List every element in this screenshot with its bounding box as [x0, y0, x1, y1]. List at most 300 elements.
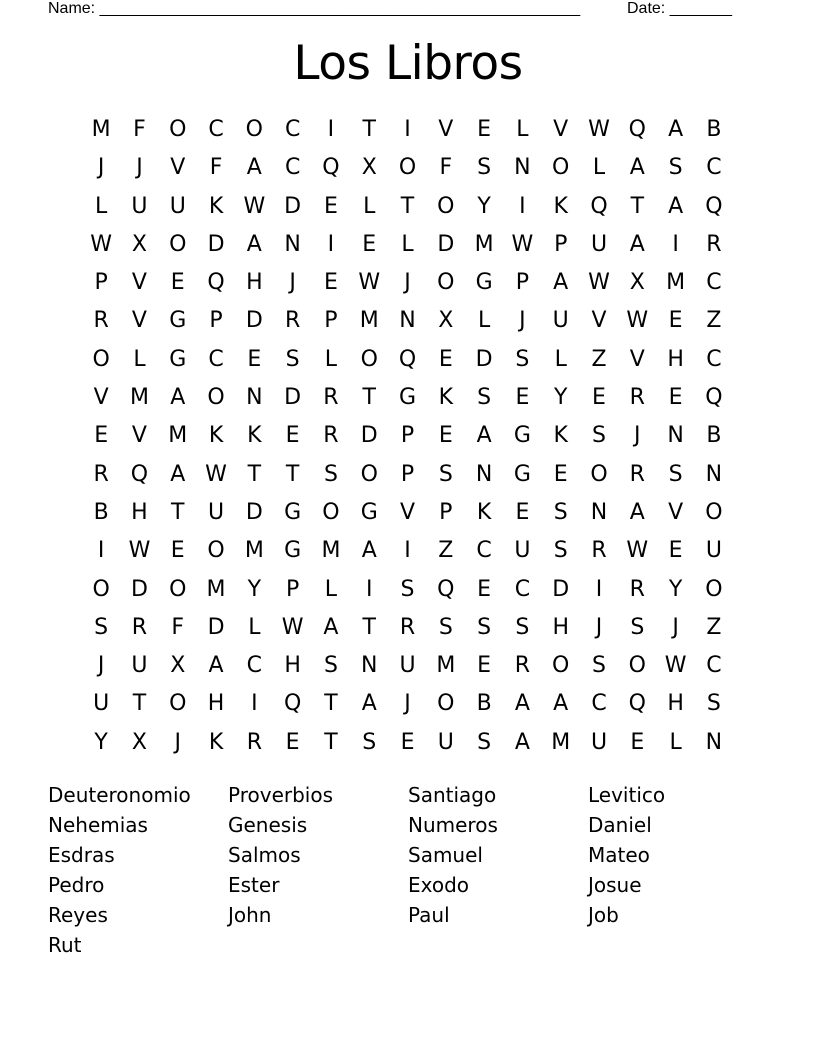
grid-letter: N: [667, 423, 684, 449]
grid-letter: P: [94, 270, 108, 296]
grid-letter: W: [626, 308, 649, 334]
grid-letter: E: [323, 270, 338, 296]
word-list-item: Levitico: [588, 783, 666, 807]
grid-letter: T: [324, 691, 338, 717]
grid-letter: X: [131, 231, 147, 257]
grid-letter: Q: [283, 691, 302, 717]
grid-letter: S: [94, 614, 109, 640]
grid-letter: E: [170, 270, 185, 296]
grid-letter: H: [667, 346, 684, 372]
grid-letter: D: [245, 499, 263, 525]
grid-letter: O: [360, 346, 378, 372]
grid-row: [82, 149, 734, 187]
grid-row: [82, 494, 734, 532]
word-list-item: Ester: [228, 873, 280, 897]
grid-letter: B: [476, 691, 492, 717]
grid-letter: O: [322, 499, 340, 525]
grid-letter: P: [285, 576, 300, 602]
grid-letter: S: [323, 461, 338, 487]
grid-letter: O: [437, 691, 455, 717]
grid-letter: C: [476, 538, 492, 564]
grid-letter: I: [365, 576, 373, 602]
grid-letter: U: [399, 653, 416, 679]
grid-letter: D: [207, 614, 225, 640]
grid-letter: R: [284, 308, 301, 334]
grid-letter: V: [553, 117, 569, 142]
grid-letter: O: [705, 499, 723, 525]
grid-letter: A: [208, 653, 224, 679]
grid-letter: R: [93, 308, 109, 334]
word-list-item: Reyes: [48, 903, 108, 927]
grid-letter: H: [207, 691, 225, 717]
grid-letter: D: [207, 231, 225, 257]
grid-letter: X: [131, 729, 147, 755]
grid-letter: X: [170, 653, 186, 679]
word-list-item: Josue: [588, 873, 642, 897]
word-list-item: Genesis: [228, 813, 308, 837]
grid-letter: E: [400, 729, 415, 755]
grid-letter: O: [169, 576, 187, 602]
grid-letter: F: [439, 155, 453, 181]
grid-letter: K: [553, 193, 568, 219]
grid-letter: S: [592, 423, 606, 449]
grid-letter: H: [131, 499, 148, 525]
grid-letter: B: [706, 423, 722, 449]
grid-letter: C: [208, 346, 224, 372]
grid-letter: R: [514, 653, 531, 679]
grid-letter: P: [554, 231, 568, 257]
grid-letter: R: [131, 614, 148, 640]
grid-letter: U: [705, 538, 722, 564]
grid-letter: D: [475, 346, 493, 372]
grid-letter: Q: [705, 193, 723, 219]
grid-letter: G: [475, 270, 493, 296]
grid-letter: E: [362, 231, 377, 257]
grid-letter: E: [285, 423, 300, 449]
grid-row: [82, 341, 734, 379]
grid-letter: A: [476, 423, 492, 449]
grid-letter: W: [128, 538, 151, 564]
grid-letter: E: [477, 576, 492, 602]
grid-letter: A: [170, 385, 186, 411]
grid-letter: V: [93, 385, 109, 411]
word-list-item: Esdras: [48, 843, 115, 867]
grid-letter: L: [324, 576, 338, 602]
grid-letter: S: [668, 461, 683, 487]
grid-letter: N: [360, 653, 378, 679]
grid-letter: A: [246, 155, 262, 181]
word-list-item: Mateo: [588, 843, 650, 867]
grid-letter: M: [321, 538, 341, 564]
grid-letter: S: [630, 614, 645, 640]
grid-letter: M: [244, 538, 264, 564]
date-field: Date: _______: [627, 0, 732, 17]
grid-letter: R: [629, 576, 645, 602]
grid-letter: J: [97, 155, 105, 181]
grid-letter: X: [438, 308, 454, 334]
grid-letter: U: [552, 308, 569, 334]
grid-letter: V: [131, 270, 147, 296]
grid-letter: S: [323, 653, 338, 679]
grid-letter: W: [243, 193, 266, 219]
grid-letter: M: [666, 270, 686, 296]
word-list-item: Daniel: [588, 813, 652, 837]
grid-letter: O: [245, 117, 263, 142]
grid-letter: I: [251, 691, 258, 717]
grid-letter: Q: [398, 346, 417, 372]
grid-letter: U: [590, 231, 608, 257]
grid-letter: U: [437, 729, 454, 755]
grid-letter: Q: [437, 576, 455, 602]
grid-letter: E: [438, 423, 453, 449]
grid-letter: E: [668, 308, 683, 334]
grid-letter: S: [553, 499, 568, 525]
word-list-item: Santiago: [408, 783, 497, 807]
grid-letter: U: [590, 729, 608, 755]
grid-letter: E: [668, 538, 683, 564]
grid-letter: I: [672, 231, 679, 257]
grid-letter: Q: [207, 270, 225, 296]
grid-letter: A: [514, 691, 530, 717]
grid-letter: A: [361, 691, 377, 717]
grid-letter: D: [245, 308, 263, 334]
grid-letter: J: [174, 729, 181, 755]
grid-letter: L: [133, 346, 146, 372]
grid-letter: B: [706, 117, 722, 142]
grid-letter: A: [668, 117, 684, 142]
grid-letter: M: [206, 576, 226, 602]
grid-letter: M: [551, 729, 571, 755]
word-list-item: Job: [588, 903, 619, 927]
grid-letter: O: [552, 155, 570, 181]
grid-letter: K: [208, 423, 224, 449]
grid-letter: R: [706, 231, 722, 257]
grid-row: [82, 417, 734, 455]
grid-letter: K: [208, 729, 224, 755]
grid-letter: S: [400, 576, 415, 602]
grid-letter: P: [324, 308, 338, 334]
grid-letter: M: [474, 231, 494, 257]
grid-letter: Y: [668, 576, 683, 602]
grid-letter: A: [170, 461, 186, 487]
grid-letter: C: [284, 155, 301, 181]
grid-letter: E: [323, 193, 338, 219]
grid-letter: E: [170, 538, 185, 564]
grid-letter: O: [628, 653, 646, 679]
grid-letter: O: [207, 538, 225, 564]
grid-row: [82, 724, 734, 762]
grid-letter: T: [285, 461, 300, 487]
grid-letter: G: [284, 538, 302, 564]
grid-letter: L: [95, 193, 108, 219]
grid-letter: Y: [94, 729, 108, 755]
grid-letter: V: [629, 346, 645, 372]
grid-row: [82, 456, 734, 494]
grid-letter: T: [362, 117, 376, 142]
grid-letter: E: [477, 117, 492, 142]
grid-letter: L: [554, 346, 567, 372]
grid-letter: W: [205, 461, 227, 487]
grid-letter: E: [592, 385, 606, 411]
grid-letter: T: [362, 385, 376, 411]
grid-letter: L: [592, 155, 606, 181]
grid-letter: J: [136, 155, 143, 181]
grid-letter: O: [169, 691, 187, 717]
grid-letter: N: [475, 461, 493, 487]
grid-letter: D: [284, 193, 302, 219]
grid-letter: Q: [590, 193, 608, 219]
grid-letter: O: [360, 461, 378, 487]
word-list-item: Exodo: [408, 873, 470, 897]
grid-letter: F: [209, 155, 223, 181]
grid-letter: C: [706, 155, 722, 181]
grid-row: [82, 111, 734, 149]
grid-letter: J: [519, 308, 526, 334]
grid-letter: H: [246, 270, 263, 296]
grid-letter: S: [477, 729, 492, 755]
grid-letter: J: [634, 423, 641, 449]
grid-letter: A: [514, 729, 530, 755]
grid-letter: S: [477, 614, 492, 640]
grid-letter: C: [208, 117, 224, 142]
grid-letter: I: [327, 117, 335, 142]
grid-letter: A: [246, 231, 262, 257]
grid-letter: E: [515, 499, 530, 525]
grid-letter: A: [629, 231, 645, 257]
grid-letter: Z: [706, 614, 722, 640]
grid-letter: I: [327, 231, 335, 257]
grid-letter: L: [401, 231, 414, 257]
grid-letter: T: [247, 461, 262, 487]
word-list-item: Samuel: [408, 843, 483, 867]
grid-letter: X: [629, 270, 645, 296]
grid-letter: S: [477, 155, 492, 181]
grid-letter: G: [284, 499, 302, 525]
grid-letter: M: [436, 653, 456, 679]
grid-letter: G: [360, 499, 378, 525]
grid-letter: E: [477, 653, 492, 679]
grid-letter: R: [629, 461, 645, 487]
grid-letter: I: [595, 576, 603, 602]
grid-letter: W: [664, 653, 687, 679]
grid-letter: I: [97, 538, 105, 564]
grid-letter: O: [437, 270, 455, 296]
grid-letter: N: [399, 308, 416, 334]
grid-letter: T: [171, 499, 185, 525]
grid-letter: M: [359, 308, 379, 334]
grid-letter: S: [438, 614, 453, 640]
grid-letter: G: [513, 423, 531, 449]
grid-letter: P: [515, 270, 530, 296]
grid-letter: A: [553, 270, 569, 296]
grid-letter: H: [552, 614, 569, 640]
grid-letter: V: [170, 155, 186, 181]
grid-letter: Q: [130, 461, 149, 487]
word-list-item: Salmos: [228, 843, 301, 867]
grid-letter: M: [168, 423, 188, 449]
grid-letter: Z: [706, 308, 722, 334]
grid-letter: R: [629, 385, 645, 411]
grid-letter: G: [513, 461, 531, 487]
grid-letter: O: [207, 385, 225, 411]
grid-letter: H: [284, 653, 301, 679]
grid-letter: Q: [322, 155, 340, 181]
word-list-item: Paul: [408, 903, 450, 927]
grid-letter: K: [476, 499, 492, 525]
grid-letter: Z: [438, 538, 454, 564]
grid-letter: K: [438, 385, 454, 411]
grid-letter: C: [591, 691, 607, 717]
grid-letter: J: [97, 653, 105, 679]
grid-letter: E: [285, 729, 300, 755]
grid-letter: T: [362, 614, 376, 640]
grid-letter: K: [553, 423, 568, 449]
grid-letter: G: [169, 346, 187, 372]
grid-letter: S: [438, 461, 453, 487]
grid-letter: I: [404, 117, 411, 142]
grid-letter: V: [668, 499, 684, 525]
grid-letter: O: [398, 155, 417, 181]
grid-letter: W: [588, 270, 610, 296]
grid-letter: L: [477, 308, 491, 334]
grid-letter: Y: [553, 385, 568, 411]
grid-letter: P: [400, 423, 415, 449]
grid-letter: Y: [247, 576, 262, 602]
grid-row: [82, 647, 734, 685]
grid-letter: C: [284, 117, 301, 142]
grid-letter: M: [91, 117, 111, 142]
grid-letter: D: [130, 576, 148, 602]
grid-row: [82, 188, 734, 226]
grid-letter: U: [514, 538, 531, 564]
grid-letter: R: [399, 614, 416, 640]
grid-letter: A: [629, 155, 645, 181]
grid-letter: W: [511, 231, 534, 257]
grid-letter: P: [439, 499, 453, 525]
grid-letter: N: [246, 385, 263, 411]
grid-letter: U: [131, 193, 148, 219]
grid-letter: W: [281, 614, 304, 640]
grid-letter: C: [706, 653, 722, 679]
grid-letter: G: [169, 308, 187, 334]
grid-letter: S: [285, 346, 300, 372]
grid-letter: P: [209, 308, 223, 334]
word-list-item: John: [228, 903, 272, 927]
grid-letter: E: [438, 346, 453, 372]
grid-letter: A: [629, 499, 645, 525]
grid-row: [82, 379, 734, 417]
grid-letter: V: [131, 423, 147, 449]
grid-letter: P: [400, 461, 415, 487]
grid-letter: G: [398, 385, 417, 411]
grid-letter: S: [515, 346, 530, 372]
letter-grid: [82, 111, 734, 762]
grid-letter: A: [323, 614, 339, 640]
grid-letter: R: [323, 385, 339, 411]
word-list-item: Deuteronomio: [48, 783, 191, 807]
grid-letter: D: [360, 423, 378, 449]
grid-letter: H: [667, 691, 684, 717]
grid-letter: U: [131, 653, 148, 679]
grid-letter: S: [592, 653, 606, 679]
grid-letter: O: [705, 576, 723, 602]
name-field: Name: ______________________________________________________: [48, 0, 581, 17]
grid-letter: L: [516, 117, 529, 142]
grid-row: [82, 685, 734, 723]
grid-letter: R: [246, 729, 262, 755]
grid-letter: R: [591, 538, 607, 564]
grid-letter: L: [248, 614, 261, 640]
grid-letter: O: [92, 346, 110, 372]
grid-letter: N: [705, 729, 723, 755]
grid-letter: T: [132, 691, 147, 717]
word-list: [48, 780, 768, 960]
grid-letter: S: [706, 691, 721, 717]
word-list-item: Nehemias: [48, 813, 148, 837]
grid-letter: W: [358, 270, 381, 296]
grid-letter: V: [399, 499, 416, 525]
grid-letter: M: [129, 385, 149, 411]
grid-letter: Z: [591, 346, 607, 372]
grid-letter: L: [324, 346, 338, 372]
grid-letter: N: [514, 155, 531, 181]
grid-letter: N: [284, 231, 301, 257]
grid-letter: J: [289, 270, 296, 296]
grid-letter: S: [477, 385, 492, 411]
grid-letter: U: [93, 691, 110, 717]
grid-letter: I: [404, 538, 411, 564]
grid-row: [82, 302, 734, 340]
grid-letter: D: [437, 231, 455, 257]
grid-letter: D: [284, 385, 302, 411]
grid-letter: J: [595, 614, 603, 640]
grid-letter: D: [552, 576, 570, 602]
grid-letter: V: [438, 117, 454, 142]
grid-letter: F: [133, 117, 146, 142]
grid-letter: J: [404, 691, 411, 717]
grid-letter: S: [668, 155, 683, 181]
grid-letter: V: [591, 308, 607, 334]
grid-letter: Q: [705, 385, 723, 411]
grid-letter: E: [94, 423, 109, 449]
grid-letter: A: [361, 538, 377, 564]
grid-letter: S: [515, 614, 530, 640]
grid-letter: O: [92, 576, 110, 602]
grid-letter: O: [437, 193, 455, 219]
grid-letter: O: [169, 117, 187, 142]
grid-letter: O: [169, 231, 187, 257]
grid-letter: W: [626, 538, 649, 564]
grid-letter: L: [669, 729, 682, 755]
word-list-item: Rut: [48, 933, 82, 957]
grid-letter: E: [515, 385, 530, 411]
grid-letter: Y: [477, 193, 491, 219]
grid-row: [82, 264, 734, 302]
grid-letter: C: [246, 653, 263, 679]
grid-letter: S: [553, 538, 568, 564]
grid-letter: I: [519, 193, 526, 219]
grid-letter: N: [590, 499, 608, 525]
grid-letter: S: [362, 729, 377, 755]
grid-letter: O: [552, 653, 570, 679]
grid-letter: L: [363, 193, 376, 219]
grid-letter: K: [247, 423, 262, 449]
grid-letter: B: [93, 499, 109, 525]
grid-letter: E: [668, 385, 683, 411]
grid-row: [82, 571, 734, 609]
grid-letter: C: [514, 576, 531, 602]
grid-letter: U: [169, 193, 186, 219]
